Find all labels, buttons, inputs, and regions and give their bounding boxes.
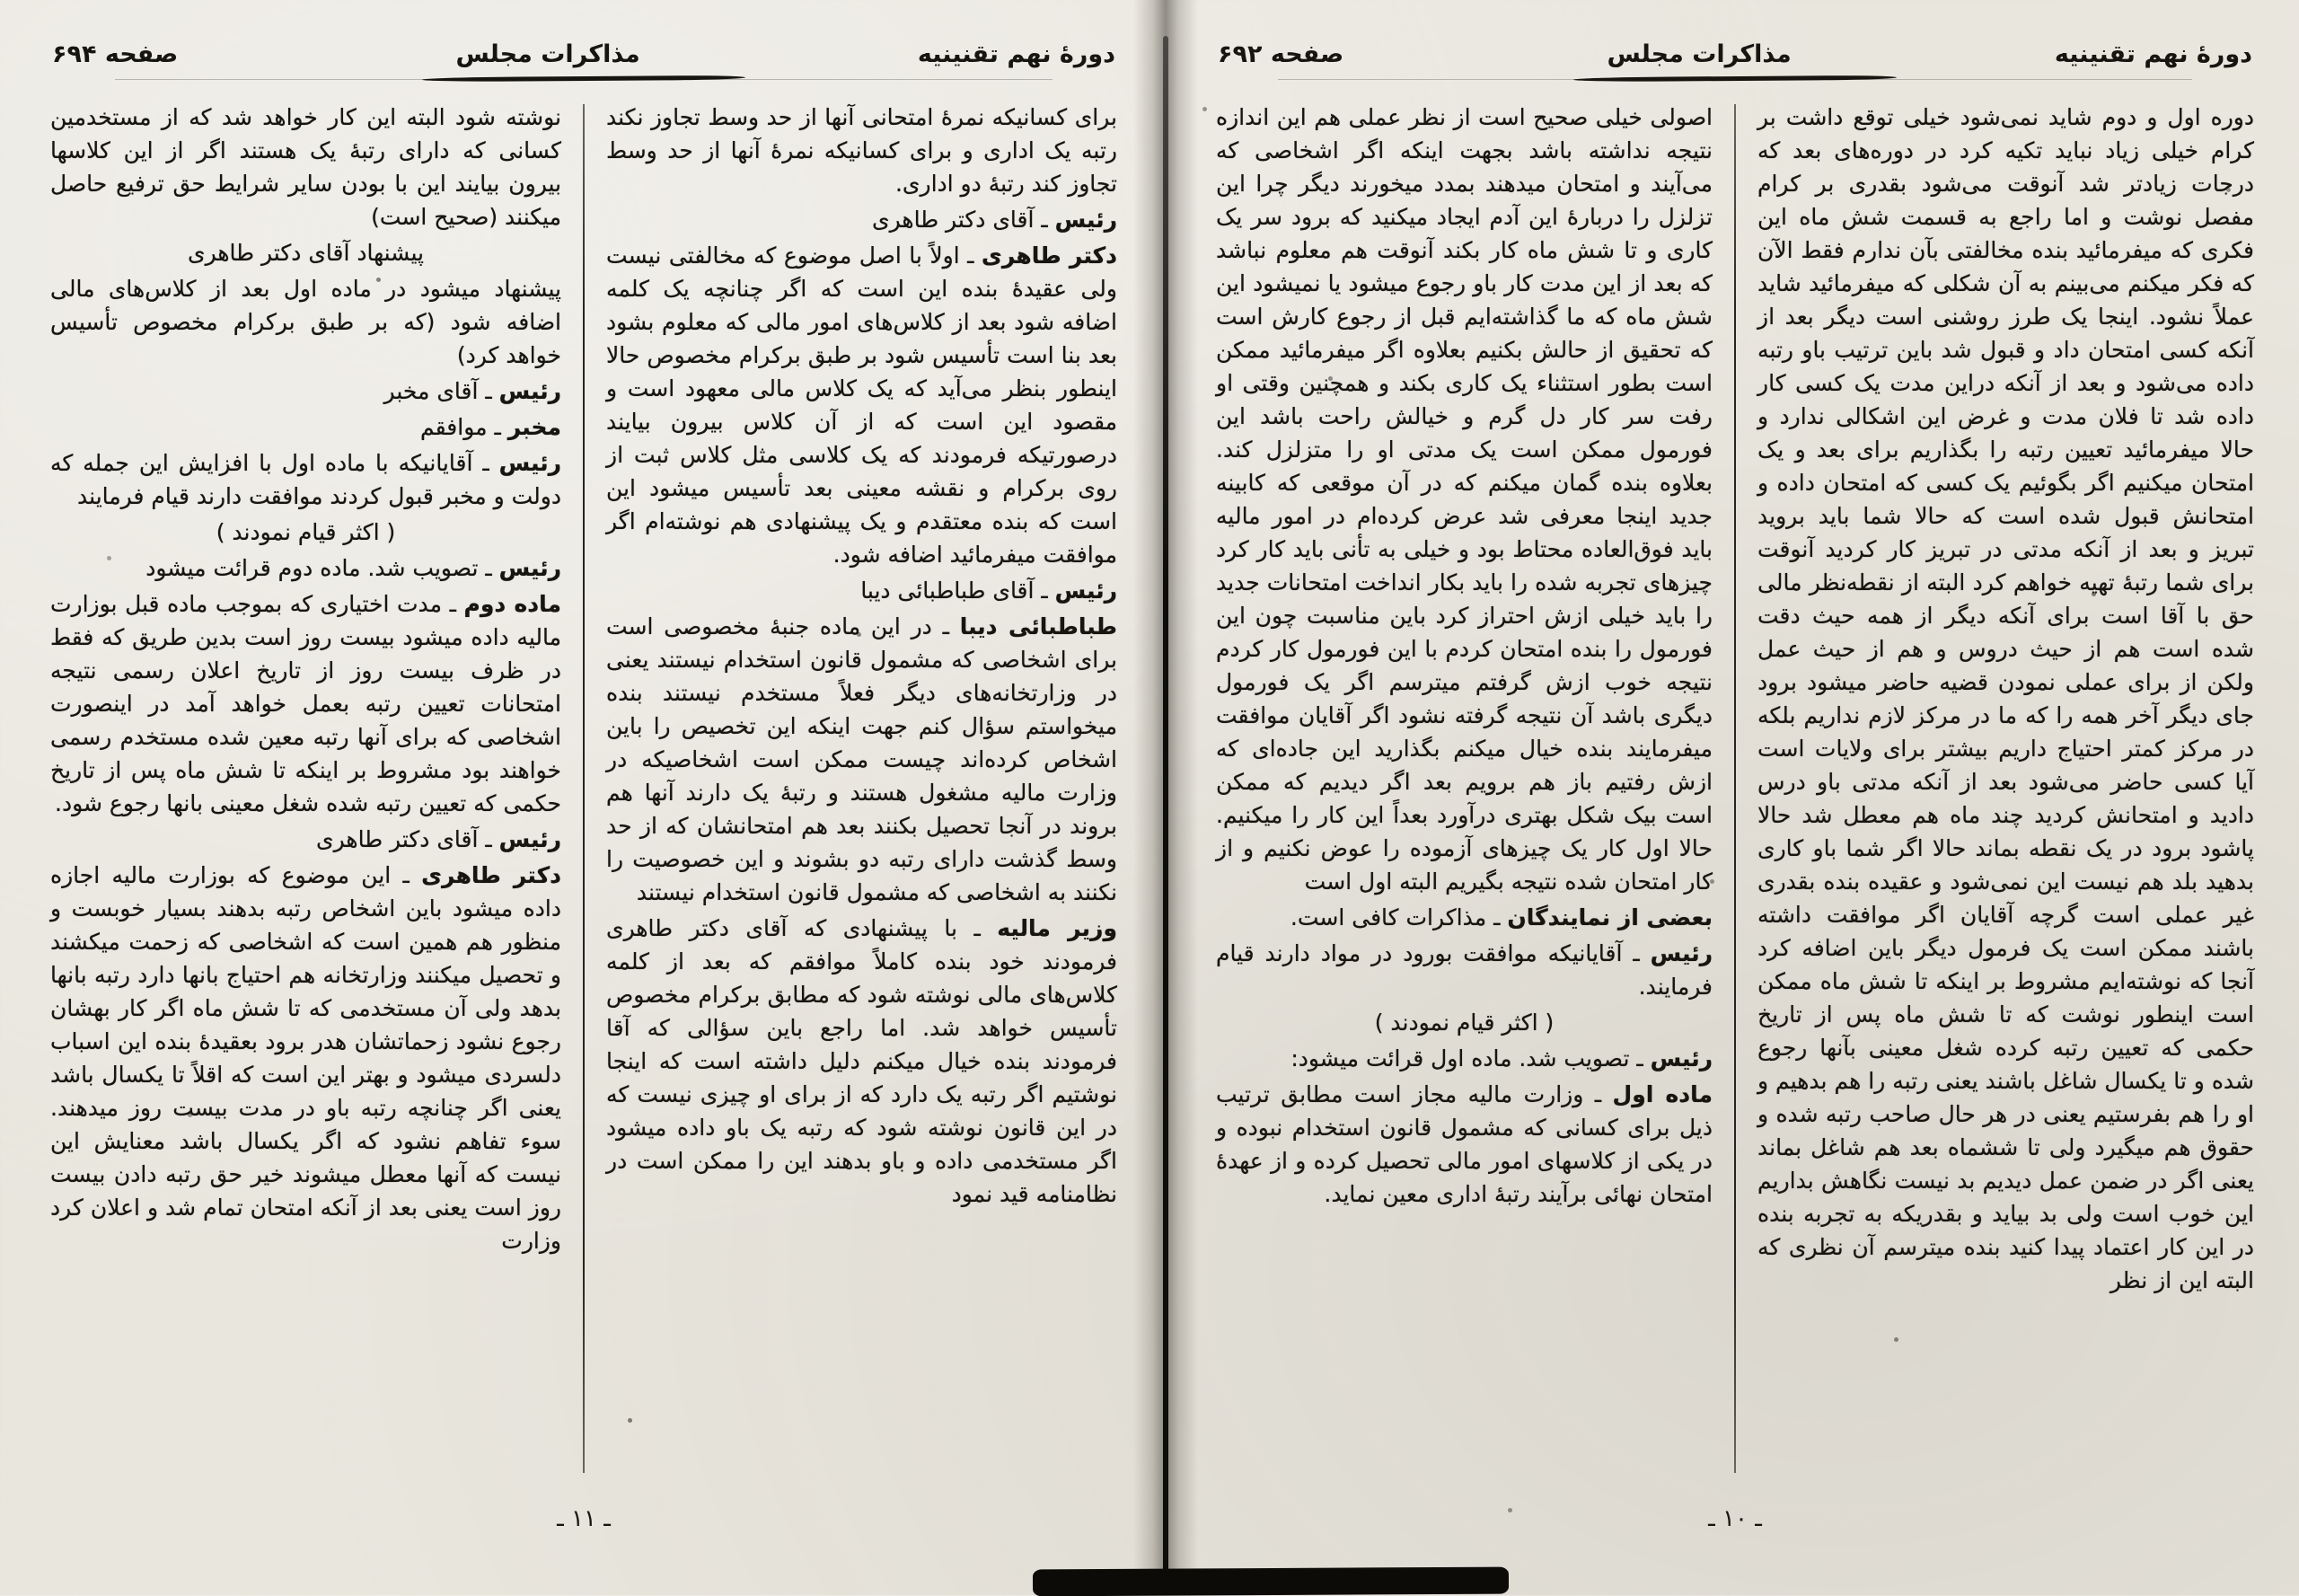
- speaker-name: ماده اول: [1612, 1081, 1713, 1107]
- paragraph: رئیس ـ تصویب شد. ماده دوم قرائت میشود: [145, 555, 561, 581]
- speaker-name: بعضی از نمایندگان: [1507, 904, 1713, 930]
- stage-direction: پیشنهاد آقای دکتر طاهری: [188, 240, 424, 266]
- right-page-column-left: [1211, 101, 1718, 1473]
- speaker-name: طباطبائی دیبا: [959, 613, 1117, 639]
- column-divider-rule: [583, 104, 585, 1473]
- speaker-name: دکتر طاهری: [421, 862, 561, 888]
- scan-noise-specks: [0, 0, 3, 3]
- speaker-name: رئیس: [498, 555, 561, 581]
- speaker-name: رئیس: [498, 826, 561, 852]
- paragraph: نوشته شود البته این کار خواهد شد که از مستخدمین کسانی که دارای رتبهٔ یک هستند اگر از این کلاسها بیرون بیایند این با بودن سایر شرایط حق ترفیع حاصل میکنند (صحیح است): [50, 104, 561, 230]
- right-page: [1191, 7, 2279, 1579]
- header-rule-ornament: [25, 74, 1142, 83]
- speaker-name: ماده دوم: [463, 591, 561, 617]
- left-page-number-label: صفحه ۶۹۴: [52, 40, 179, 68]
- speaker-name: رئیس: [1054, 578, 1117, 604]
- paragraph: رئیس ـ آقای طباطبائی دیبا: [860, 578, 1117, 604]
- speaker-name: وزیر مالیه: [997, 915, 1117, 941]
- paragraph: دوره اول و دوم شاید نمی‌شود خیلی توقع داشت بر کرام خیلی زیاد نباید تکیه کرد در دوره‌های بعد که درجات زیادتر شد آنوقت می‌شود بقدری بر کرام مفصل نوشت و اما راجع به قسمت شش ماه این فکری که میفرمائید بنده مخالفتی بآن ندارم فقط الآن که فکر میکنم می‌بینم به آن شکلی که میفرمائید شاید عملاً نشود. اینجا یک طرز روشنی است دیگر بعد از آنکه کسی امتحان داد و قبول شد باین ترتیب باو رتبه داده می‌شود و بعد از آنکه دراین مدت یک کسی کار داده شد تا فلان مدت و غرض این اشکالی ندارد و حالا میفرمائید تعیین رتبه را بگذاریم برای بعد و یک امتحان میکنیم اگر بگوئیم یک کسی که امتحان داده و امتحانش قبول شده است که حالا شما باید بروید تبریز و بعد از آنکه مدتی در تبریز کار کردید آنوقت برای شما رتبهٔ تهیه خواهم کرد البته از نقطه‌نظر مالی حق با آقا است برای آنکه دیگر از همه حیث دقت شده است هم از حیث دروس و هم از حیث عمل ولکن از برای عملی نمودن قضیه حاضر میشود برود جای دیگر آخر همه را که ما در مرکز لازم نداریم بلکه در مرکز کمتر احتیاج داریم بیشتر برای ولایات است آیا کسی حاضر می‌شود بعد از آنکه مدتی باو درس دادید و امتحانش کردید چند ماه هم معطل شد حالا پاشود برود در یک نقطه بماند حالا اگر شما باو کاری بدهید بلد هم نیست این نمی‌شود و عقیده بنده بقدری غیر عملی است گرچه آقایان اگر موافقت داشته باشند ممکن است یک فرمول دیگر باین اضافه کرد آنجا که نوشته‌ایم مشروط بر اینکه تا شش ماه ممکن است اینطور نوشت که تا شش ماه پس از تاریخ حکمی که تعیین رتبه کرده شغل معینی بآنها رجوع شده و تا یکسال شاغل باشند یعنی رتبه را هم بدهیم و او را هم بفرستیم یعنی در هر حال صاحب رتبه شده و حقوق هم میگیرد ولی تا ششماه بعد هم شاغل بماند یعنی اگر در ضمن عمل دیدیم بد نیست نگاهش بداریم این خوب است ولی بد بیاید و بقدریکه به تجربه بنده در این کار اعتماد پیدا کنید بنده میترسم آن نظری که البته این از نظر: [1757, 104, 2254, 1293]
- paragraph: رئیس ـ آقای دکتر طاهری: [316, 826, 561, 852]
- paragraph: پیشنهاد میشود در ماده اول بعد از کلاس‌های مالی اضافه شود (که بر طبق برکرام مخصوص تأسیس خواهد کرد): [50, 276, 561, 368]
- left-page-folio: ـ ۱۱ ـ: [557, 1505, 611, 1532]
- paragraph: دکتر طاهری ـ این موضوع که بوزارت مالیه اجازه داده میشود باین اشخاص رتبه بدهند بسیار خوبست و منظور هم همین است که اشخاصی که زحمت میکشند و تحصیل میکنند وزارتخانه هم احتیاج بانها دارد رتبه بانها بدهد ولی آن مستخدمی که تا شش ماه اگر کار بهشان رجوع نشود زحماتشان هدر برود بعقیدهٔ بنده این اسباب دلسردی میشود و بهتر این است که اقلاً تا یکسال باشد یعنی اگر چنانچه رتبه باو در مدت بیست روز میدهند. سوء تفاهم نشود که اگر یکسال باشد معنایش این نیست که آنها معطل میشوند خیر حق رتبه دادن بیست روز است یعنی بعد از آنکه امتحان تمام شد و اعلان کرد وزارت: [50, 862, 561, 1254]
- paragraph: برای کسانیکه نمرهٔ امتحانی آنها از حد وسط تجاوز نکند رتبه یک اداری و برای کسانیکه نمرهٔ آنها از حد وسط تجاوز کند رتبهٔ دو اداری.: [606, 104, 1117, 197]
- speaker-name: رئیس: [498, 378, 561, 404]
- paragraph: رئیس ـ آقای دکتر طاهری: [872, 207, 1117, 233]
- paragraph: ماده اول ـ وزارت مالیه مجاز است مطابق ترتیب ذیل برای کسانی که مشمول قانون استخدام نبوده و در یکی از کلاسهای امور مالی تحصیل کرده و از عهدهٔ امتحان نهائی برآیند رتبهٔ اداری معین نماید.: [1216, 1081, 1713, 1207]
- paragraph: رئیس ـ آقایانیکه با ماده اول با افزایش این جمله که دولت و مخبر قبول کردند موافقت دارند قیام فرمایند: [50, 450, 561, 509]
- speaker-name: دکتر طاهری: [981, 242, 1118, 269]
- paragraph: رئیس ـ آقای مخبر: [383, 378, 561, 404]
- paragraph: رئیس ـ تصویب شد. ماده اول قرائت میشود:: [1290, 1045, 1713, 1071]
- left-page-column-left: [45, 101, 567, 1473]
- right-page-columns: [1211, 101, 2259, 1473]
- paragraph: اصولی خیلی صحیح است از نظر عملی هم این اندازه نتیجه نداشته باشد بجهت اینکه اگر اشخاصی که می‌آیند و امتحان میدهند بمدد میخورند دیگر چرا این تزلزل را دربارهٔ این آدم ایجاد میکنید که برود سر یک کاری و تا شش ماه کار بکند آنوقت هم معلوم نباشد که بعد از این مدت کار باو رجوع میشود یا نمیشود این شش ماه که ما گذاشته‌ایم قبل از رجوع کارش است که تحقیق از حالش بکنیم بعلاوه اگر میفرمائید ممکن است بطور استثناء یک کاری بکند و همچنین وقتی او رفت سر کار دل گرم و خیالش راحت باشد این فورمول ممکن است یک مدتی او را متزلزل کند. بعلاوه بنده گمان میکنم که در آن موقعی که کابینه جدید اینجا معرفی شد عرض کرده‌ام در امور مالیه باید فوق‌العاده محتاط بود و خیلی به تأنی باید کار کرد چیزهای تجربه شده را باید بکار انداخت امتحانات جدید را باید خیلی ازش احتراز کرد باین مناسبت چون این فورمول را بنده امتحان کردم با این فورمول کار کردم نتیجه خوب ازش گرفتم میترسم اگر یک فورمول دیگری باشد آن نتیجه گرفته نشود اگر آقایان موافقت میفرمایند بنده خیال میکنم بگذارید این جاده‌ای که ازش رفتیم باز هم برویم بعد اگر دیدیم که ممکن است بیک شکل بهتری درآورد بعداً این کار را میکنیم. حالا اول کار یک چیزهای آزموده را عوض نکنیم و از کار امتحان شده نتیجه بگیریم البته اول است: [1216, 104, 1713, 895]
- right-page-header: [1218, 23, 2252, 68]
- right-page-session-label: دورهٔ نهم تقنینیه: [2054, 40, 2252, 68]
- speaker-name: مخبر: [507, 414, 561, 440]
- scan-binding-mark: [1033, 1567, 1509, 1596]
- speaker-name: رئیس: [1650, 1045, 1713, 1071]
- paragraph: مخبر ـ موافقم: [420, 414, 561, 440]
- paragraph: دکتر طاهری ـ اولاً با اصل موضوع که مخالفتی نیست ولی عقیدهٔ بنده این است که اگر چنانچه یک کلمه اضافه شود بعد از کلاس‌های امور مالی که معلوم بشود بعد بنا است تأسیس شود بر طبق برکرام مخصوص حالا اینطور بنظر می‌آید که یک کلاس مالی معهود است و مقصود این است که از آن کلاس بیرون بیایند درصورتیکه فرمودند که یک کلاسی مثل کلاس ثبت از روی برکرام و نقشه معینی بعد تأسیس میشود این است که بنده معتقدم و یک پیشنهادی هم نوشته‌ام اگر موافقت میفرمائید اضافه شود.: [606, 242, 1118, 568]
- left-page-header: [52, 23, 1115, 68]
- paragraph: طباطبائی دیبا ـ در این ماده جنبهٔ مخصوصی است برای اشخاصی که مشمول قانون استخدام نیستند یعنی در وزارتخانه‌های دیگر فعلاً مستخدم نیستند بنده میخواستم سؤال کنم جهت اینکه این تخصیص را باین اشخاص کرده‌اند چیست ممکن است اشخاصیکه در وزارت مالیه مشغول هستند و رتبهٔ یک دارند آنها هم بروند در آنجا تحصیل بکنند بعد هم امتحانشان که از حد وسط گذشت دارای رتبه دو بشوند و این خصوصیت را نکنند به اشخاصی که مشمول قانون استخدام نیستند: [606, 613, 1117, 905]
- stage-direction: ( اکثر قیام نمودند ): [216, 519, 396, 545]
- paragraph: رئیس ـ آقایانیکه موافقت بورود در مواد دارند قیام فرمایند.: [1216, 940, 1713, 1000]
- paragraph: وزیر مالیه ـ با پیشنهادی که آقای دکتر طاهری فرمودند خود بنده کاملاً موافقم که بعد از کلمه کلاس‌های مالی نوشته شود که مطابق برکرام مخصوص تأسیس خواهد شد. اما راجع باین سؤالی که آقا فرمودند بنده خیال میکنم دلیل داشته است که اینجا نوشتیم اگر رتبه یک دارد که از برای او چیزی نیست که در این قانون نوشته شود که رتبه یک باو داده میشود اگر مستخدمی داده و باو بدهند این را ممکن است در نظامنامه قید نمود: [606, 915, 1117, 1207]
- paragraph: ماده دوم ـ مدت اختیاری که بموجب ماده قبل بوزارت مالیه داده میشود بیست روز است بدین طریق که فقط در ظرف بیست روز از تاریخ اعلان رسمی نتیجه امتحانات تعیین رتبه بعمل خواهد آمد در اینصورت اشخاصی که برای آنها رتبه معین شده مستخدم رسمی خواهند بود مشروط بر اینکه تا شش ماه پس از تاریخ حکمی که تعیین رتبه شده شغل معینی بانها رجوع شود.: [50, 591, 561, 816]
- header-rule-ornament: [1191, 74, 2279, 83]
- right-page-column-right: [1752, 101, 2259, 1473]
- speaker-name: رئیس: [1054, 207, 1117, 233]
- right-page-title: مذاکرات مجلس: [1607, 40, 1792, 68]
- speaker-name: رئیس: [1650, 940, 1713, 966]
- right-page-number-label: صفحه ۶۹۲: [1218, 40, 1344, 68]
- paragraph: بعضی از نمایندگان ـ مذاکرات کافی است.: [1290, 904, 1713, 930]
- right-page-folio: ـ ۱۰ ـ: [1708, 1505, 1762, 1532]
- left-page-title: مذاکرات مجلس: [455, 40, 640, 68]
- binding-gutter-shadow: [1133, 0, 1198, 1595]
- left-page-session-label: دورهٔ نهم تقنینیه: [917, 40, 1115, 68]
- speaker-name: رئیس: [498, 450, 561, 476]
- left-page-columns: [45, 101, 1123, 1473]
- column-divider-rule: [1734, 104, 1736, 1473]
- left-page-column-right: [601, 101, 1123, 1473]
- left-page: [25, 7, 1142, 1579]
- stage-direction: ( اکثر قیام نمودند ): [1374, 1010, 1555, 1036]
